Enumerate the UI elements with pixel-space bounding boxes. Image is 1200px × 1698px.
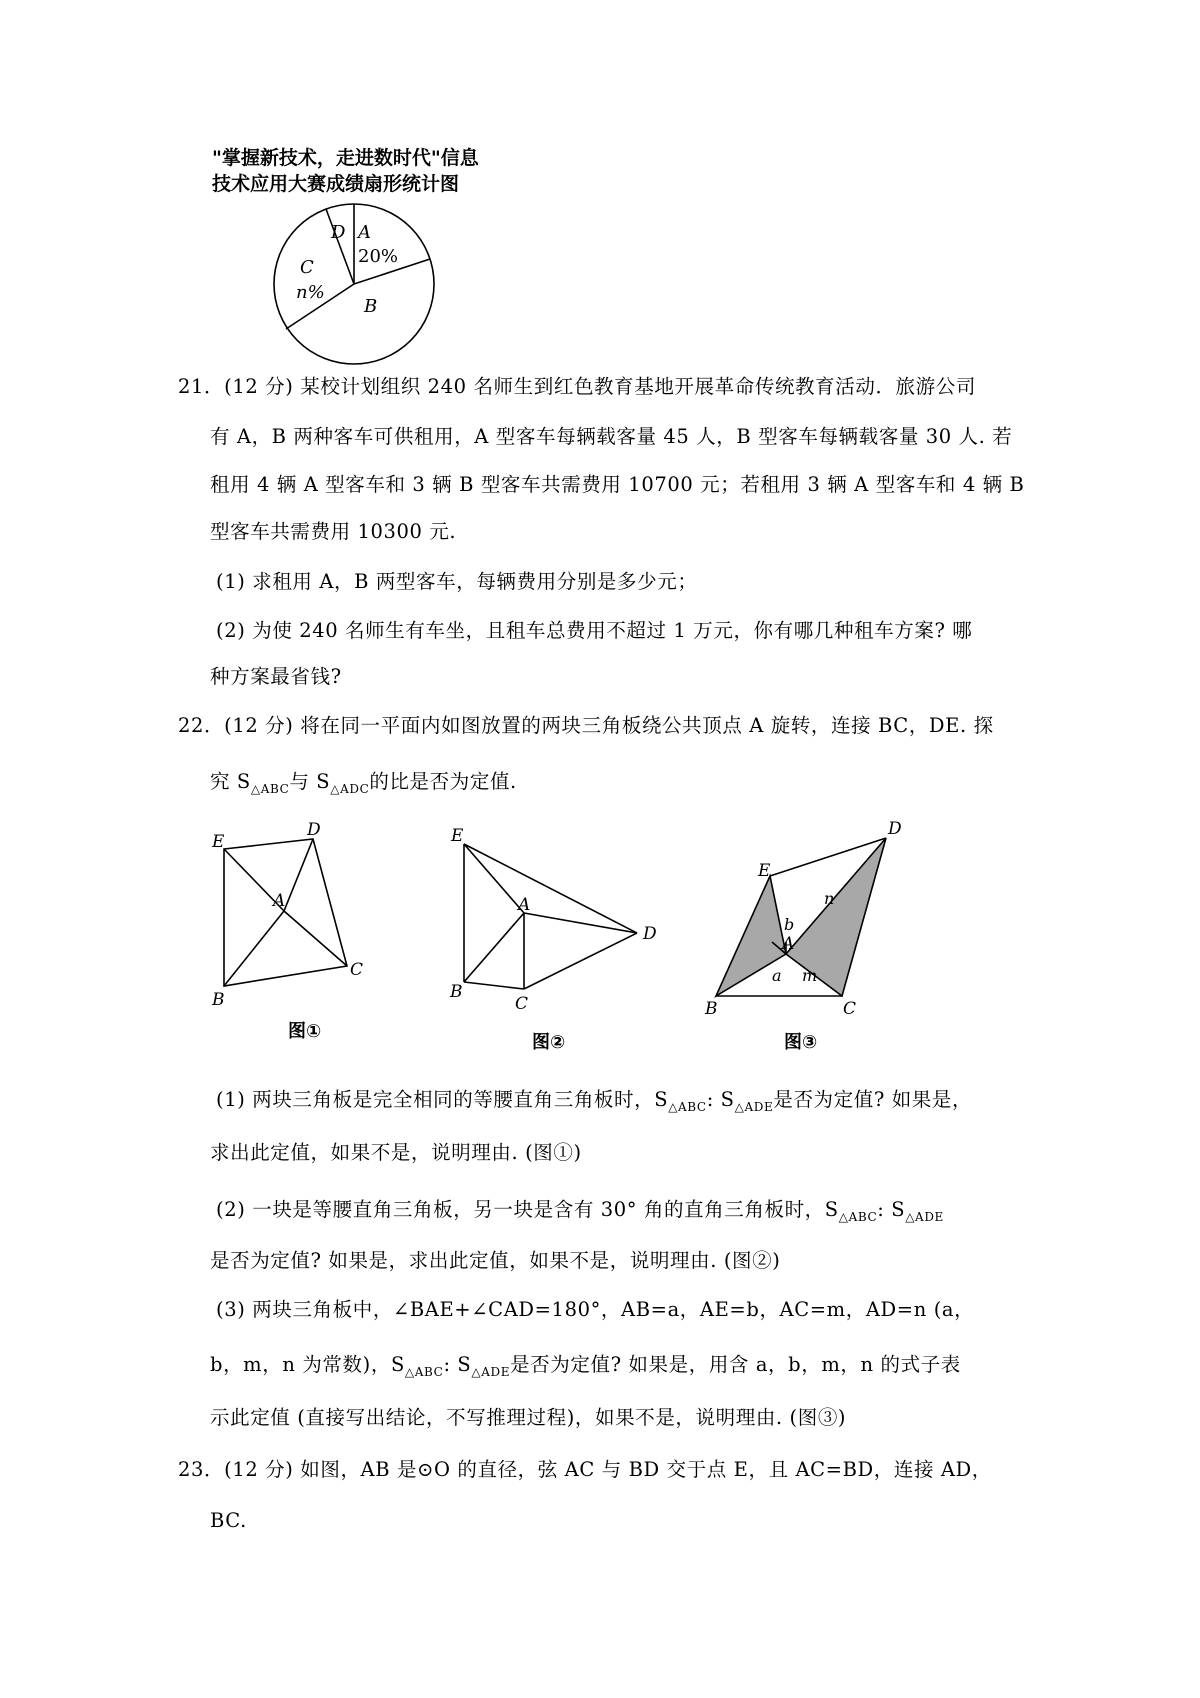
q23-line1: 23．(12 分) 如图，AB 是⊙O 的直径，弦 AC 与 BD 交于点 E，且 AC=BD，连接 AD， [178,1458,992,1481]
fig2-label-a: A [518,895,531,915]
q21-sub2b: 种方案最省钱? [210,665,342,688]
pie-title-line2: 技术应用大赛成绩扇形统计图 [212,173,460,195]
fig3-label-c: C [843,999,857,1018]
fig3-label-a-len: a [772,966,782,985]
fig3-label-b-len: b [784,915,795,934]
q23-line2: BC. [210,1509,247,1532]
fig2-caption: 图② [532,1032,566,1053]
q22-p1-line2: 求出此定值，如果不是，说明理由. (图①) [210,1141,582,1164]
fig1-label-d: D [307,820,321,840]
fig2-label-d: D [643,924,657,944]
figure-1 [200,815,400,1015]
pie-chart [270,200,450,370]
fig2-label-b: B [450,982,463,1002]
q22-line1: 22．(12 分) 将在同一平面内如图放置的两块三角板绕公共顶点 A 旋转，连接 BC，DE. 探 [178,714,994,737]
fig3-label-d: D [888,819,902,839]
q21-sub2a: (2) 为使 240 名师生有车坐，且租车总费用不超过 1 万元，你有哪几种租车方案? 哪 [216,619,973,642]
fig2-label-e: E [451,826,464,846]
pie-divider-cd [326,209,354,284]
fig3-label-b: B [705,999,718,1018]
q21-line2: 有 A，B 两种客车可供租用，A 型客车每辆载客量 45 人，B 型客车每辆载客量 30 人. 若 [210,425,1013,448]
pie-label-a: A [358,222,371,243]
fig3-label-n: n [824,889,835,908]
fig3-label-m: m [802,966,818,985]
pie-label-d: D [331,222,346,243]
fig3-shaded-acd [786,838,886,996]
fig1-label-a: A [273,891,286,911]
pie-label-b: B [364,296,378,317]
q22-p3-line2: b，m，n 为常数)，$S_{\triangle ABC}$: $S_{\triangle ADE}$是否为定值? 如果是，用含 a，b，m，n 的式子表 [210,1353,961,1379]
fig1-caption: 图① [288,1021,322,1042]
q21-line4: 型客车共需费用 10300 元. [210,520,457,543]
q22-p1-line1: (1) 两块三角板是完全相同的等腰直角三角板时，$S_{\triangle ABC}$: $S_{\triangle ADE}$是否为定值? 如果是， [216,1088,973,1114]
figure-3 [700,818,920,1018]
q21-line1: 21．(12 分) 某校计划组织 240 名师生到红色教育基地开展革命传统教育活动．旅游公司 [178,375,976,398]
q22-p3-line3: 示此定值 (直接写出结论，不写推理过程)，如果不是，说明理由. (图③) [210,1406,847,1429]
q22-p2-line1: (2) 一块是等腰直角三角板，另一块是含有 30° 角的直角三角板时，$S_{\triangle ABC}$: $S_{\triangle ADE}$ [216,1198,944,1224]
fig1-label-e: E [212,832,225,852]
fig3-label-a: A [782,934,795,954]
fig1-label-b: B [212,990,225,1010]
pie-label-a-pct: 20% [358,246,399,267]
q21-line3: 租用 4 辆 A 型客车和 3 辆 B 型客车共需费用 10700 元；若租用 3 辆 A 型客车和 4 辆 B [210,473,1025,496]
fig1-label-c: C [350,960,364,980]
q22-line2: 究 $S_{\triangle ABC}$与 $S_{\triangle ADC}$的比是否为定值. [210,770,517,796]
pie-title-line1: "掌握新技术，走进数时代"信息 [212,147,479,169]
fig3-label-e: E [758,861,771,881]
q21-sub1: (1) 求租用 A，B 两型客车，每辆费用分别是多少元； [216,570,698,593]
figure-2 [440,825,670,1030]
pie-label-c-pct: n% [296,282,325,303]
q22-p2-line2: 是否为定值? 如果是，求出此定值，如果不是，说明理由. (图②) [210,1249,781,1272]
q22-p3-line1: (3) 两块三角板中，∠BAE+∠CAD=180°，AB=a，AE=b，AC=m，AD=n (a， [216,1298,975,1321]
fig2-label-c: C [515,994,529,1014]
pie-label-c: C [300,257,314,278]
fig3-caption: 图③ [784,1032,818,1053]
